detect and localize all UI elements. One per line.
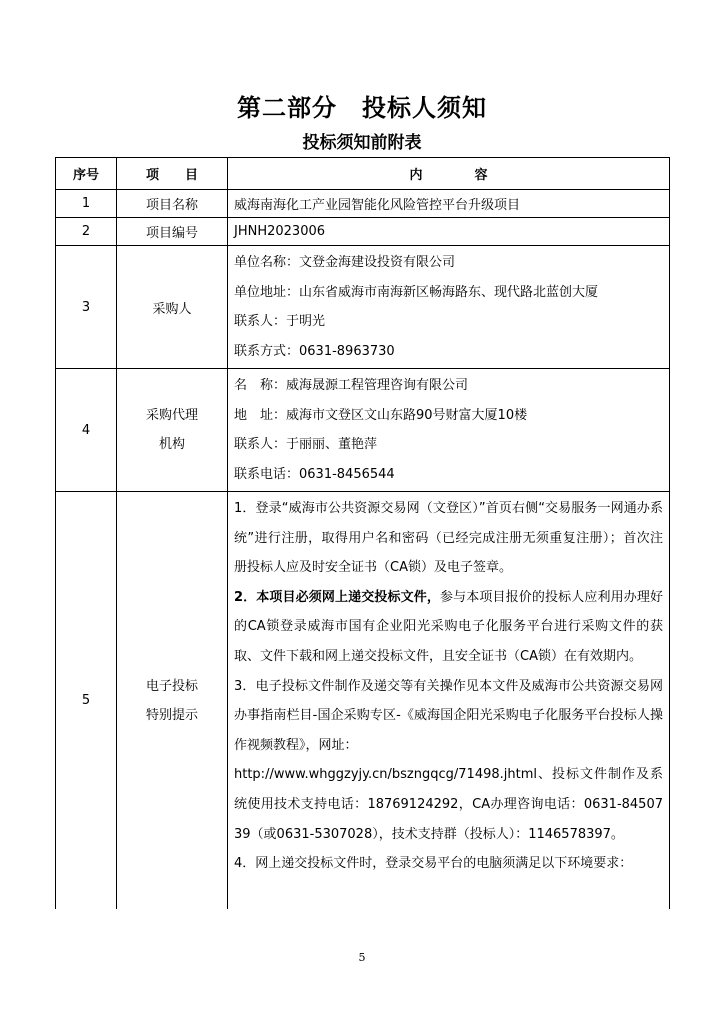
- row-item: 项目编号: [117, 218, 228, 246]
- note-paragraph-1: 1．登录“威海市公共资源交易网（文登区）”首页右侧“交易服务一网通办系统”进行注册，取得用户名和密码（已经完成注册无须重复注册）；首次注册投标人应及时安全证书（CA锁）及电子签章。: [234, 501, 663, 576]
- bid-notice-table: [55, 157, 670, 909]
- row-item: [117, 492, 228, 910]
- row-content: JHNH2023006: [228, 218, 670, 246]
- note-paragraph-2-bold: 2．本项目必须网上递交投标文件，: [234, 589, 441, 605]
- row-content: 威海南海化工产业园智能化风险管控平台升级项目: [228, 190, 670, 218]
- note-paragraph-3: 3．电子投标文件制作及递交等有关操作见本文件及威海市公共资源交易网办事指南栏目-国企采购专区-《威海国企阳光采购电子化服务平台投标人操作视频教程》，网址：: [234, 678, 663, 753]
- table-row: [56, 246, 670, 369]
- table-row: [56, 218, 670, 246]
- note-paragraph-2-text: 参与本项目报价的投标人应利用办理好的CA锁登录威海市国有企业阳光采购电子化服务平台进行采购文件的获取、文件下载和网上递交投标文件，且安全证书（CA锁）在有效期内。: [234, 589, 663, 664]
- table-row: [56, 492, 670, 910]
- header-item: 项 目: [117, 158, 228, 190]
- row-index: 4: [56, 369, 117, 492]
- agency-contact: 联系人：于丽丽、董艳萍: [234, 437, 378, 452]
- row-item-line: 特别提示: [145, 707, 198, 723]
- row-index: 2: [56, 218, 117, 246]
- table-row: [56, 369, 670, 492]
- purchaser-address: 单位地址：山东省威海市南海新区畅海路东、现代路北蓝创大厦: [234, 284, 599, 300]
- row-index: 1: [56, 190, 117, 218]
- row-index: 5: [56, 492, 117, 910]
- purchaser-contact: 联系人：于明光: [234, 314, 326, 329]
- table-header-row: [56, 158, 670, 190]
- row-item: 项目名称: [117, 190, 228, 218]
- table-row: [56, 190, 670, 218]
- purchaser-phone: 联系方式：0631-8963730: [234, 343, 395, 359]
- header-content: 内 容: [228, 158, 670, 190]
- note-paragraph-4: 4．网上递交投标文件时，登录交易平台的电脑须满足以下环境要求：: [234, 856, 633, 872]
- agency-name: 名 称：威海晟源工程管理咨询有限公司: [234, 378, 469, 393]
- agency-phone: 联系电话：0631-8456544: [234, 466, 395, 482]
- row-item-line: 机构: [158, 437, 185, 452]
- row-item: [117, 369, 228, 492]
- row-item: 采购人: [117, 246, 228, 369]
- page-subtitle: 投标须知前附表: [302, 133, 422, 153]
- electronic-bid-notes: [228, 492, 670, 910]
- agency-address: 地 址：威海市文登区文山东路90号财富大厦10楼: [234, 407, 528, 423]
- row-item-line: 采购代理: [145, 408, 198, 423]
- row-item-line: 电子投标: [145, 678, 198, 694]
- note-paragraph-3-url: http://www.whggzyjy.cn/bszngqcg/71498.jhtml、投标文件制作及系统使用技术支持电话：18769124292，CA办理咨询电话：0631-8450739（或0631-5307028），技术支持群（投标人）：1146578397。: [234, 767, 663, 842]
- purchaser-name: 单位名称：文登金海建设投资有限公司: [234, 255, 456, 270]
- page-number: 5: [358, 951, 366, 964]
- note-paragraph-2: [234, 583, 663, 672]
- page-title: 第二部分 投标人须知: [237, 94, 487, 122]
- agency-details: [228, 369, 670, 492]
- purchaser-details: [228, 246, 670, 369]
- header-index: 序号: [56, 158, 117, 190]
- row-index: 3: [56, 246, 117, 369]
